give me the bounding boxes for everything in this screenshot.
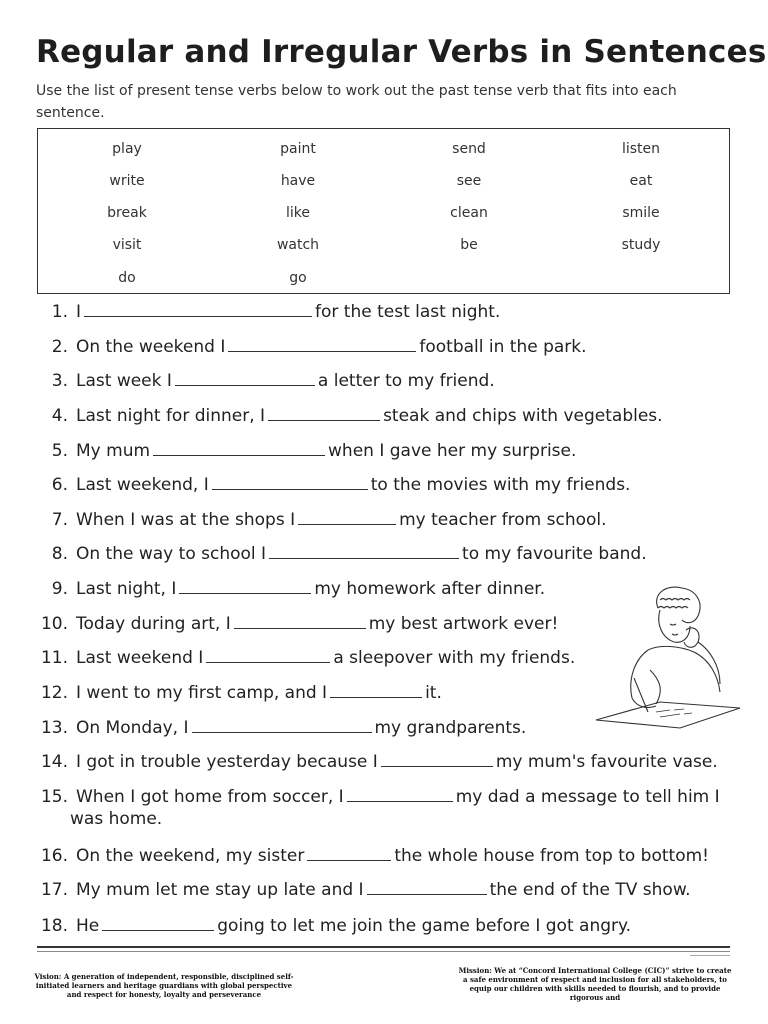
instructions: Use the list of present tense verbs below to work out the past tense verb that fits into each sentence. [36, 83, 677, 121]
answer-blank[interactable] [381, 750, 493, 767]
verb-item: listen [621, 141, 661, 157]
question-item [34, 750, 750, 774]
verb-item: smile [622, 205, 660, 221]
question-text-after: the end of the TV show. [489, 880, 691, 900]
student-writing-illustration [590, 580, 750, 730]
verb-item: go [289, 270, 307, 286]
answer-blank[interactable] [234, 612, 366, 629]
question-text-before: On the weekend I [76, 337, 226, 357]
verb-item: paint [280, 141, 316, 157]
footer-divider [37, 946, 730, 948]
question-number: 1. [51, 302, 68, 322]
question-text-after: football in the park. [419, 337, 587, 357]
verb-item: see [456, 173, 482, 189]
answer-blank[interactable] [212, 473, 368, 490]
question-text-before: On the weekend, my sister [76, 846, 305, 866]
question-text-before: My mum [76, 441, 151, 461]
question-text-after: my best artwork ever! [368, 614, 559, 634]
page-title: Regular and Irregular Verbs in Sentences [36, 34, 767, 70]
footer-mark [690, 955, 730, 956]
verb-item: have [280, 173, 316, 189]
question-item [34, 542, 750, 566]
verb-item: be [460, 237, 478, 253]
answer-blank[interactable] [175, 369, 315, 386]
verb-item: eat [629, 173, 653, 189]
question-text-after: my homework after dinner. [314, 579, 546, 599]
answer-blank[interactable] [153, 439, 325, 456]
question-text-before: Today during art, I [76, 614, 231, 634]
question-text-after: going to let me join the game before I got angry. [217, 916, 632, 936]
verb-item: like [285, 205, 310, 221]
verb-item: watch [276, 237, 320, 253]
answer-blank[interactable] [268, 404, 380, 421]
footer-divider-thin [37, 951, 730, 952]
question-item [34, 844, 750, 868]
question-text-before: On the way to school I [76, 544, 267, 564]
question-item [34, 335, 750, 359]
question-number: 6. [51, 475, 68, 495]
question-number: 5. [51, 441, 68, 461]
answer-blank[interactable] [269, 542, 459, 559]
question-text-before: Last weekend, I [76, 475, 209, 495]
answer-blank[interactable] [206, 646, 330, 663]
question-text-before: On Monday, I [76, 718, 189, 738]
verb-item: play [112, 141, 142, 157]
question-item [34, 369, 750, 393]
question-number: 7. [51, 510, 68, 530]
question-text-after: for the test last night. [315, 302, 501, 322]
answer-blank[interactable] [102, 914, 214, 931]
question-item [34, 473, 750, 497]
answer-blank[interactable] [84, 300, 312, 317]
answer-blank[interactable] [228, 335, 416, 352]
question-item [34, 300, 750, 324]
verb-item: visit [112, 237, 142, 253]
verb-item: send [452, 141, 486, 157]
question-text-before: Last weekend I [76, 648, 204, 668]
question-item [34, 878, 750, 902]
question-text-after: when I gave her my surprise. [328, 441, 577, 461]
question-text-after: my mum's favourite vase. [495, 752, 718, 772]
question-text-continuation: was home. [70, 809, 163, 829]
question-number: 4. [51, 406, 68, 426]
question-text-before: Last night, I [76, 579, 177, 599]
vision-statement: Vision: A generation of independent, responsible, disciplined self-initiated learners and heritage guardians with global perspective and respect for honesty, loyalty and perseverance [34, 972, 294, 999]
answer-blank[interactable] [192, 716, 372, 733]
verb-item: do [118, 270, 136, 286]
verb-item: break [107, 205, 147, 221]
question-item [34, 439, 750, 463]
answer-blank[interactable] [298, 508, 396, 525]
question-text-before: I got in trouble yesterday because I [76, 752, 378, 772]
mission-statement: Mission: We at “Concord International College (CIC)” strive to create a safe environment of respect and inclusion for all stakeholders, to equip our children with skills needed to flourish, and to provide rigorous and [458, 966, 732, 1002]
answer-blank[interactable] [307, 844, 391, 861]
answer-blank[interactable] [330, 681, 422, 698]
question-text-before: Last night for dinner, I [76, 406, 266, 426]
question-text-after: to the movies with my friends. [370, 475, 631, 495]
question-number: 16. [40, 846, 68, 866]
verb-item: clean [450, 205, 488, 221]
question-text-after: the whole house from top to bottom! [394, 846, 709, 866]
question-text-after: my grandparents. [374, 718, 527, 738]
question-text-before: When I got home from soccer, I [76, 787, 344, 807]
verb-list-box [37, 128, 730, 294]
question-number: 3. [51, 371, 68, 391]
question-number: 2. [51, 337, 68, 357]
question-text-before: When I was at the shops I [76, 510, 296, 530]
question-text-after: a sleepover with my friends. [333, 648, 576, 668]
question-number: 11. [40, 648, 68, 668]
question-number: 10. [40, 614, 68, 634]
verb-item: write [109, 173, 145, 189]
answer-blank[interactable] [179, 577, 311, 594]
answer-blank[interactable] [367, 878, 487, 895]
question-text-after: a letter to my friend. [317, 371, 495, 391]
question-text-before: My mum let me stay up late and I [76, 880, 364, 900]
verb-item: study [621, 237, 661, 253]
question-text-before: I went to my first camp, and I [76, 683, 328, 703]
question-item [34, 508, 750, 532]
question-text-before: I [76, 302, 82, 322]
question-text-after: my teacher from school. [399, 510, 607, 530]
question-number: 15. [40, 787, 68, 807]
question-item [34, 785, 750, 809]
question-number: 14. [40, 752, 68, 772]
question-item [34, 404, 750, 428]
question-text-after: my dad a message to tell him I [455, 787, 720, 807]
question-number: 12. [40, 683, 68, 703]
answer-blank[interactable] [347, 785, 453, 802]
question-text-before: Last week I [76, 371, 172, 391]
question-number: 13. [40, 718, 68, 738]
question-text-after: steak and chips with vegetables. [383, 406, 663, 426]
question-item [34, 914, 750, 938]
question-number: 9. [51, 579, 68, 599]
question-number: 17. [40, 880, 68, 900]
question-text-after: to my favourite band. [462, 544, 647, 564]
question-text-after: it. [425, 683, 442, 703]
question-text-before: He [76, 916, 100, 936]
question-number: 8. [51, 544, 68, 564]
question-number: 18. [40, 916, 68, 936]
